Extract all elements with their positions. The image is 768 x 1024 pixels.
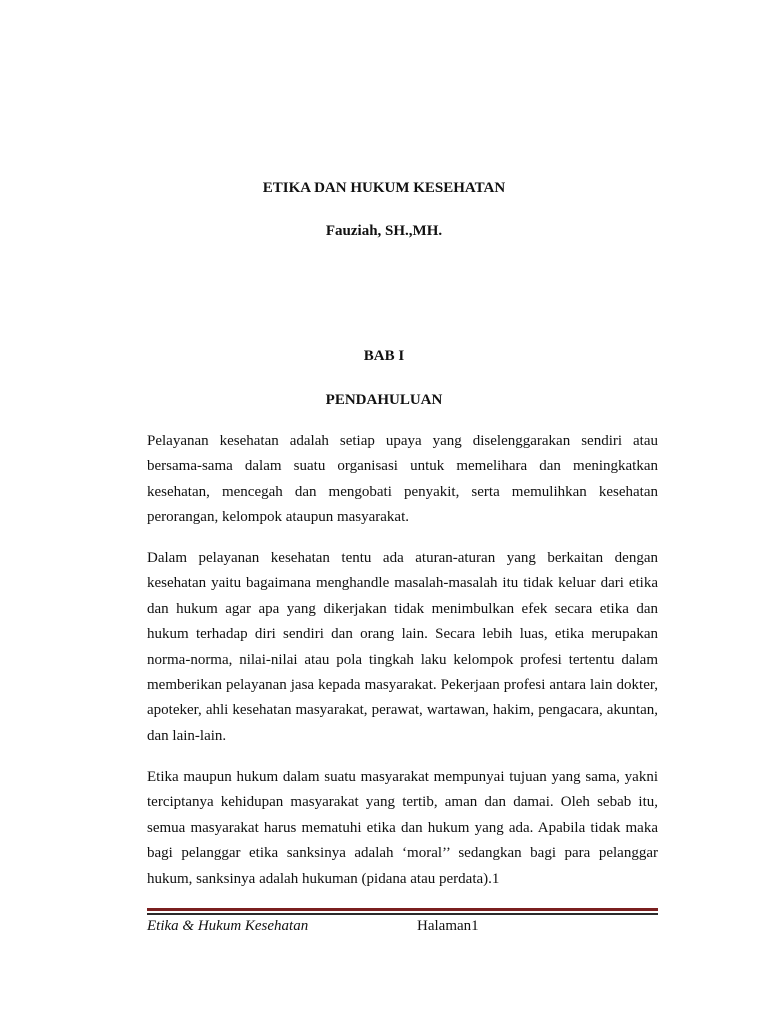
footer-rule-bottom: [147, 913, 658, 915]
footer-rule-top: [147, 908, 658, 911]
section-heading: PENDAHULUAN: [325, 392, 443, 408]
document-title: ETIKA DAN HUKUM KESEHATAN: [262, 180, 506, 196]
chapter-heading: BAB I: [363, 348, 405, 364]
body-paragraph: Pelayanan kesehatan adalah setiap upaya yang diselenggarakan sendiri atau bersama-sama dalam suatu organisasi untuk memelihara dan meningkatkan kesehatan, mencegah dan mengobati penyakit, serta memulihkan kesehatan perorangan, kelompok ataupun masyarakat.: [147, 433, 658, 526]
document-author: Fauziah, SH.,MH.: [325, 223, 443, 239]
body-paragraph: Etika maupun hukum dalam suatu masyarakat mempunyai tujuan yang sama, yakni terciptanya kehidupan masyarakat yang tertib, aman dan damai. Oleh sebab itu, semua masyarakat harus mematuhi etika dan hukum yang ada. Apabila tidak maka bagi pelanggar etika sanksinya adalah ‘moral’’ sedangkan bagi para pelanggar hukum, sanksinya adalah hukuman (pidana atau perdata).1: [147, 769, 658, 887]
footer-page-number: Halaman1: [417, 918, 479, 934]
footer-document-title: Etika & Hukum Kesehatan: [147, 918, 309, 934]
body-paragraph: Dalam pelayanan kesehatan tentu ada aturan-aturan yang berkaitan dengan kesehatan yaitu bagaimana menghandle masalah-masalah itu tidak keluar dari etika dan hukum agar apa yang dikerjakan tidak menimbulkan efek secara etika dan hukum terhadap diri sendiri dan orang lain. Secara lebih luas, etika merupakan norma-norma, nilai-nilai atau pola tingkah laku kelompok profesi tertentu dalam memberikan pelayanan jasa kepada masyarakat. Pekerjaan profesi antara lain dokter, apoteker, ahli kesehatan masyarakat, perawat, wartawan, hakim, pengacara, akuntan, dan lain-lain.: [147, 550, 658, 744]
